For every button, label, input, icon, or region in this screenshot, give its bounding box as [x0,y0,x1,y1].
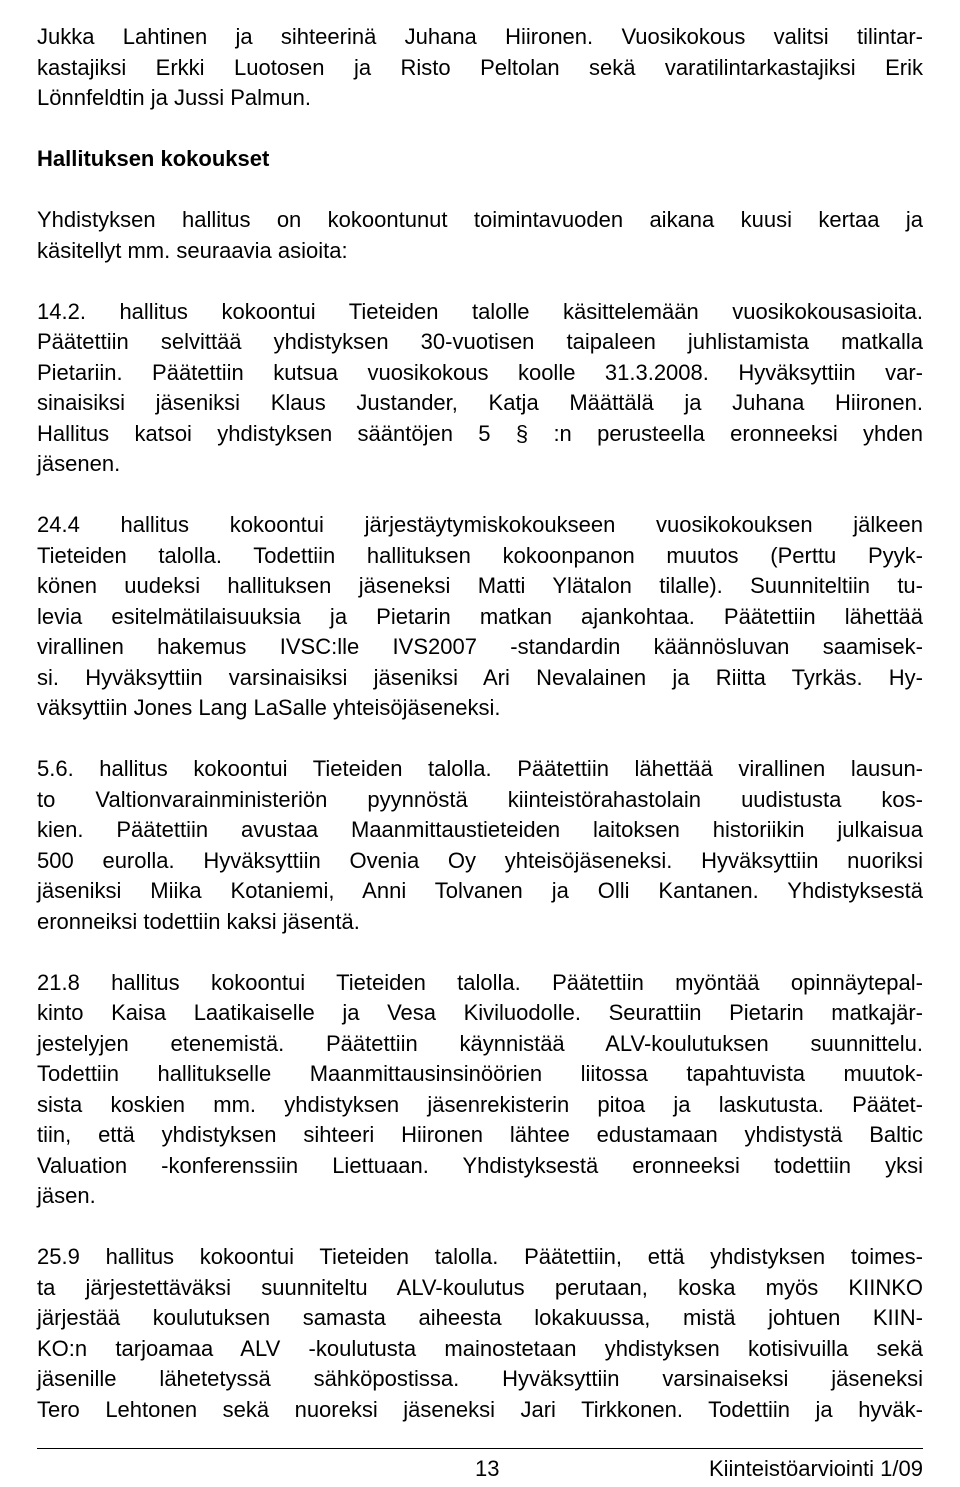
text-line: 21.8 hallitus kokoontui Tieteiden talolla. Päätettiin myöntää opinnäytepal- [37,969,923,995]
text-line: tiin, että yhdistyksen sihteeri Hiironen lähtee edustamaan yhdistystä Baltic [37,1122,923,1147]
text-line: 5.6. hallitus kokoontui Tieteiden talolla. Päätettiin lähettää virallinen lausun- [37,756,923,781]
paragraph-meeting-5-6 [37,754,923,937]
text-line: 24.4 hallitus kokoontui järjestäytymiskokoukseen vuosikokouksen jälkeen [37,512,923,537]
publication-title: Kiinteistöarviointi 1/09 [708,1456,923,1481]
text-line: si. Hyväksyttiin varsinaisiksi jäseniksi Ari Nevalainen ja Riitta Tyrkäs. Hy- [37,664,923,690]
paragraph-intro [37,205,923,266]
text-line: 14.2. hallitus kokoontui Tieteiden talolle käsittelemään vuosikokousasioita. [37,298,923,324]
text-line: levia esitelmätilaisuuksia ja Pietarin matkan ajankohtaa. Päätettiin lähettää [37,603,923,629]
paragraph-meeting-14-2 [37,297,923,480]
footer-divider [37,1448,923,1449]
paragraph-gap [37,937,923,968]
text-line: jäsenille lähetetyssä sähköpostissa. Hyväksyttiin varsinaiseksi jäseneksi [37,1366,923,1391]
paragraph-annual-meeting [37,22,923,114]
text-line: kastajiksi Erkki Luotosen ja Risto Peltolan sekä varatilintarkastajiksi Erik [37,54,923,80]
text-line: Valuation -konferenssiin Liettuaan. Yhdistyksestä eronneeksi todettiin yksi [37,1152,923,1178]
paragraph-meeting-21-8 [37,968,923,1212]
paragraph-gap [37,1212,923,1243]
paragraph-gap [37,114,923,145]
paragraph-gap [37,175,923,206]
text-line: jäseniksi Miika Kotaniemi, Anni Tolvanen ja Olli Kantanen. Yhdistyksestä [37,878,923,903]
text-line: jäsenen. [37,451,121,476]
section-heading: Hallituksen kokoukset [37,146,270,171]
paragraph-meeting-25-9 [37,1242,923,1425]
text-line: jestelyjen etenemistä. Päätettiin käynnistää ALV-koulutuksen suunnittelu. [37,1030,923,1056]
page-body [37,22,923,1425]
text-line: väksyttiin Jones Lang LaSalle yhteisöjäseneksi. [37,695,501,720]
text-line: Tero Lehtonen sekä nuoreksi jäseneksi Jari Tirkkonen. Todettiin ja hyväk- [37,1396,923,1422]
paragraph-meeting-24-4 [37,510,923,724]
text-line: Päätettiin selvittää yhdistyksen 30-vuotisen taipaleen juhlistamista matkalla [37,329,923,354]
text-line: sista koskien mm. yhdistyksen jäsenrekisterin pitoa ja laskutusta. Päätet- [37,1091,923,1117]
text-line: jäsen. [37,1183,96,1208]
text-line: Lönnfeldtin ja Jussi Palmun. [37,85,311,110]
text-line: kien. Päätettiin avustaa Maanmittaustieteiden laitoksen historiikin julkaisua [37,817,923,842]
text-line: Hallitus katsoi yhdistyksen sääntöjen 5 § :n perusteella eronneeksi yhden [37,420,923,446]
text-line: Pietariin. Päätettiin kutsua vuosikokous koolle 31.3.2008. Hyväksyttiin var- [37,359,923,385]
text-line: Tieteiden talolla. Todettiin hallituksen kokoonpanon muutos (Perttu Pyyk- [37,542,923,568]
paragraph-gap [37,266,923,297]
paragraph-gap [37,480,923,511]
text-line: KO:n tarjoamaa ALV -koulutusta mainostetaan yhdistyksen kotisivuilla sekä [37,1335,923,1361]
text-line: to Valtionvarainministeriön pyynnöstä kiinteistörahastolain uudistusta kos- [37,786,923,812]
text-line: järjestää koulutuksen samasta aiheesta lokakuussa, mistä johtuen KIIN- [37,1305,923,1330]
text-line: Jukka Lahtinen ja sihteerinä Juhana Hiironen. Vuosikokous valitsi tilintar- [37,24,923,49]
text-line: käsitellyt mm. seuraavia asioita: [37,237,348,263]
text-line: Todettiin hallitukselle Maanmittausinsinöörien liitossa tapahtuvista muutok- [37,1061,923,1086]
text-line: Yhdistyksen hallitus on kokoontunut toimintavuoden aikana kuusi kertaa ja [37,207,923,232]
page-number: 13 [475,1456,500,1481]
text-line: könen uudeksi hallituksen jäseneksi Matti Ylätalon tilalle). Suunniteltiin tu- [37,573,923,598]
text-line: 500 eurolla. Hyväksyttiin Ovenia Oy yhteisöjäseneksi. Hyväksyttiin nuoriksi [37,847,923,873]
text-line: virallinen hakemus IVSC:lle IVS2007 -standardin käännösluvan saamisek- [37,634,923,659]
page-footer [37,1454,923,1484]
paragraph-gap [37,724,923,755]
text-line: sinaisiksi jäseniksi Klaus Justander, Katja Määttälä ja Juhana Hiironen. [37,390,923,415]
text-line: ta järjestettäväksi suunniteltu ALV-koulutus perutaan, koska myös KIINKO [37,1274,923,1300]
text-line: 25.9 hallitus kokoontui Tieteiden talolla. Päätettiin, että yhdistyksen toimes- [37,1244,923,1269]
text-line: kinto Kaisa Laatikaiselle ja Vesa Kiviluodolle. Seurattiin Pietarin matkajär- [37,1000,923,1025]
text-line: eronneiksi todettiin kaksi jäsentä. [37,908,360,934]
